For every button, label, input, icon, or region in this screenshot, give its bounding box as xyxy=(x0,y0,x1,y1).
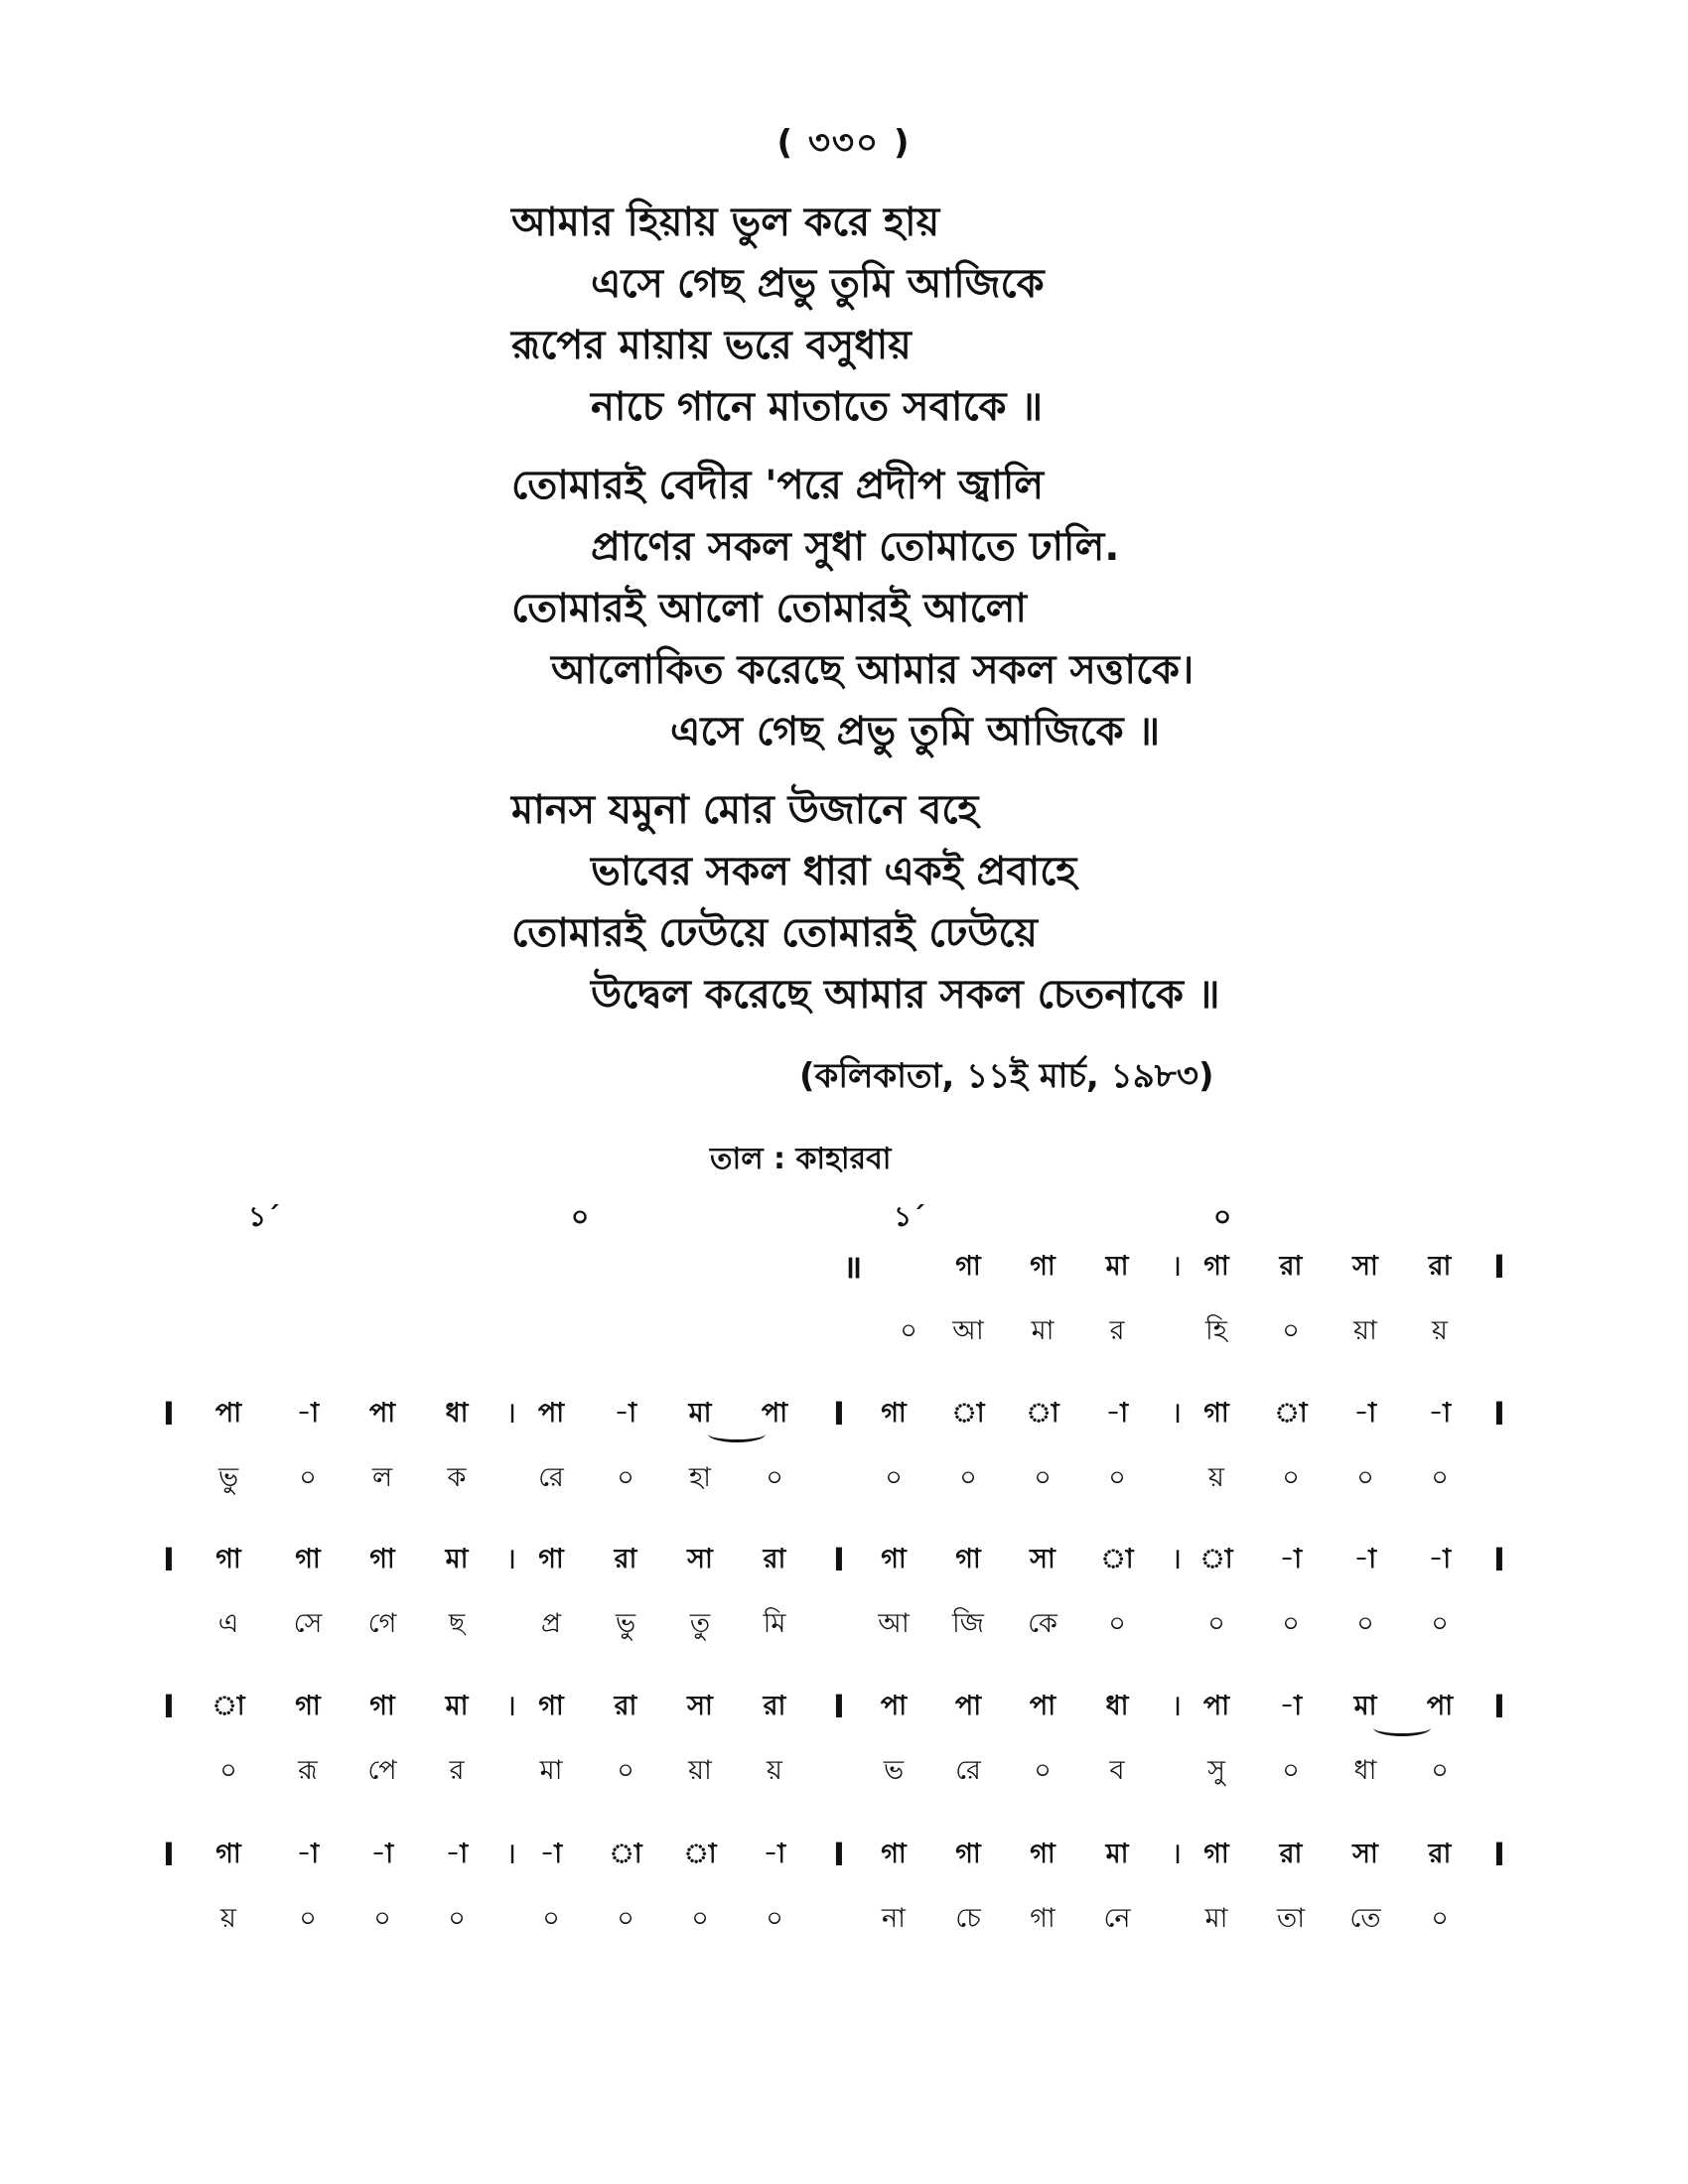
lyric-cell: রূ xyxy=(298,1755,318,1786)
poem-line: তোমারই ঢেউয়ে তোমারই ঢেউয়ে xyxy=(511,910,1038,956)
note-cell: পা xyxy=(368,1398,396,1429)
section-bar: I xyxy=(1493,1688,1505,1725)
note-cell: -া xyxy=(1353,1398,1377,1429)
note-cell: গা xyxy=(881,1544,907,1574)
lyric-cell: ভু xyxy=(217,1462,239,1493)
note-cell: -া xyxy=(1105,1398,1129,1429)
lyric-cell: ভু xyxy=(615,1608,636,1639)
note-cell: মা xyxy=(1353,1691,1377,1721)
poem-line: এসে গেছ প্রভু তুমি আজিকে xyxy=(591,261,1045,307)
tala-label: তাল : কাহারবা xyxy=(710,1142,892,1176)
poem-line: উদ্বেল করেছে আমার সকল চেতনাকে ॥ xyxy=(591,972,1220,1018)
poem-line: এসে গেছ প্রভু তুমি আজিকে ॥ xyxy=(670,709,1161,754)
lyric-cell: য়া xyxy=(688,1755,712,1786)
note-cell: গা xyxy=(955,1544,981,1574)
note-cell: -া xyxy=(539,1839,563,1869)
beat-bar: । xyxy=(1171,1837,1183,1871)
section-bar: I xyxy=(163,1541,175,1578)
note-cell: -া xyxy=(763,1839,786,1869)
lyric-cell: জি xyxy=(952,1608,984,1639)
lyric-cell: ০ xyxy=(766,1903,783,1934)
poem-line: মানস যমুনা মোর উজানে বহে xyxy=(511,787,979,833)
lyric-cell: র xyxy=(1109,1315,1125,1346)
lyric-cell: আ xyxy=(878,1608,910,1639)
lyric-cell: ০ xyxy=(617,1755,634,1786)
section-bar: I xyxy=(163,1836,175,1873)
note-cell: গা xyxy=(215,1544,241,1574)
lyric-cell: ০ xyxy=(1282,1755,1300,1786)
note-cell: গা xyxy=(881,1398,907,1429)
beat-bar: । xyxy=(505,1396,517,1431)
note-cell: -া xyxy=(296,1398,320,1429)
poem-line: রূপের মায়ায় ভরে বসুধায় xyxy=(511,323,912,368)
lyric-cell: মা xyxy=(539,1755,563,1786)
note-cell: রা xyxy=(763,1691,786,1721)
note-cell: ধা xyxy=(1105,1691,1129,1721)
lyric-cell: সু xyxy=(1207,1755,1225,1786)
note-cell: গা xyxy=(955,1251,981,1282)
lyric-cell: রে xyxy=(538,1462,564,1493)
note-cell: পা xyxy=(1202,1691,1230,1721)
lyric-cell: ০ xyxy=(885,1462,903,1493)
lyric-cell: ০ xyxy=(1431,1903,1449,1934)
note-cell: রা xyxy=(763,1544,786,1574)
beat-bar: । xyxy=(1171,1689,1183,1723)
lyric-cell: ০ xyxy=(1207,1608,1225,1639)
note-cell: গা xyxy=(295,1691,321,1721)
lyric-cell: আ xyxy=(952,1315,984,1346)
poem-line: আলোকিত করেছে আমার সকল সত্তাকে। xyxy=(551,647,1195,693)
note-cell: রা xyxy=(1279,1251,1303,1282)
note-cell: গা xyxy=(1203,1398,1229,1429)
note-cell: গা xyxy=(955,1839,981,1869)
note-cell: গা xyxy=(1030,1251,1055,1282)
note-cell: সা xyxy=(687,1544,713,1574)
lyric-cell: হি xyxy=(1205,1315,1227,1346)
lyric-cell: সে xyxy=(293,1608,323,1639)
note-cell: া xyxy=(609,1839,642,1869)
note-cell: া xyxy=(1026,1398,1059,1429)
lyric-cell: ০ xyxy=(299,1462,317,1493)
lyric-cell: ০ xyxy=(299,1903,317,1934)
section-bar: I xyxy=(833,1836,845,1873)
lyric-cell: ০ xyxy=(1282,1608,1300,1639)
lyric-cell: ০ xyxy=(542,1903,560,1934)
lyric-cell: তে xyxy=(1349,1903,1381,1934)
lyric-cell: ল xyxy=(371,1462,393,1493)
section-bar: I xyxy=(1493,1248,1505,1286)
beat-bar: । xyxy=(1171,1249,1183,1284)
lyric-cell: য়া xyxy=(1353,1315,1377,1346)
lyric-cell: র xyxy=(449,1755,465,1786)
note-cell: া xyxy=(951,1398,985,1429)
poem-line: আমার হিয়ায় ভুল করে হায় xyxy=(511,200,940,245)
lyric-cell: ০ xyxy=(1282,1315,1300,1346)
section-bar: I xyxy=(163,1688,175,1725)
note-cell: -া xyxy=(1428,1544,1452,1574)
poem-line: তোমারই আলো তোমারই আলো xyxy=(511,586,1027,631)
note-cell: া xyxy=(683,1839,717,1869)
note-cell: -া xyxy=(370,1839,394,1869)
lyric-cell: ব xyxy=(1109,1755,1125,1786)
lyric-cell: য় xyxy=(220,1903,236,1934)
note-cell: ধা xyxy=(445,1398,469,1429)
beat-marker: ০ xyxy=(1213,1200,1232,1233)
lyric-cell: চে xyxy=(955,1903,981,1934)
section-bar: I xyxy=(1493,1836,1505,1873)
note-cell: -া xyxy=(1353,1544,1377,1574)
poem-line: প্রাণের সকল সুধা তোমাতে ঢালি. xyxy=(591,524,1120,570)
note-cell: পা xyxy=(954,1691,982,1721)
beat-marker: ০ xyxy=(571,1200,590,1233)
note-cell: গা xyxy=(1203,1839,1229,1869)
lyric-cell: ০ xyxy=(900,1315,917,1346)
dateline: (কলিকাতা, ১১ই মার্চ, ১৯৮৩) xyxy=(799,1056,1214,1096)
section-bar: I xyxy=(833,1688,845,1725)
section-bar: I xyxy=(1493,1395,1505,1433)
lyric-cell: মি xyxy=(763,1608,786,1639)
note-cell: পা xyxy=(761,1398,788,1429)
note-cell: -া xyxy=(1279,1691,1303,1721)
lyric-cell: ০ xyxy=(1108,1608,1126,1639)
lyric-cell: ০ xyxy=(1282,1462,1300,1493)
lyric-cell: কে xyxy=(1028,1608,1057,1639)
beat-marker: ১´ xyxy=(248,1200,281,1233)
note-cell: রা xyxy=(614,1691,637,1721)
note-cell: গা xyxy=(215,1839,241,1869)
beat-bar: । xyxy=(1171,1542,1183,1576)
section-bar: I xyxy=(163,1395,175,1433)
note-cell: সা xyxy=(1030,1544,1055,1574)
note-cell: মা xyxy=(1105,1839,1129,1869)
note-cell: রা xyxy=(1279,1839,1303,1869)
lyric-cell: প্র xyxy=(540,1608,562,1639)
poem-line: নাচে গানে মাতাতে সবাকে ॥ xyxy=(591,384,1044,430)
note-cell: মা xyxy=(445,1544,469,1574)
note-cell: পা xyxy=(1426,1691,1454,1721)
slur-mark xyxy=(708,1426,766,1442)
note-cell: গা xyxy=(1030,1839,1055,1869)
lyric-cell: ধা xyxy=(1353,1755,1377,1786)
lyric-cell: রে xyxy=(955,1755,981,1786)
note-cell: া xyxy=(1100,1544,1134,1574)
lyric-cell: ০ xyxy=(1431,1608,1449,1639)
note-cell: -া xyxy=(1428,1398,1452,1429)
lyric-cell: য় xyxy=(767,1755,782,1786)
beat-bar: । xyxy=(505,1689,517,1723)
lyric-cell: য় xyxy=(1432,1315,1448,1346)
section-bar: I xyxy=(1493,1541,1505,1578)
lyric-cell: না xyxy=(882,1903,906,1934)
lyric-cell: গা xyxy=(1030,1903,1055,1934)
page-number: ( ৩৩০ ) xyxy=(776,123,912,163)
note-cell: -া xyxy=(614,1398,637,1429)
poem-line: তোমারই বেদীর 'পরে প্রদীপ জ্বালি xyxy=(511,463,1045,508)
lyric-cell: ০ xyxy=(617,1903,634,1934)
lyric-cell: তা xyxy=(1276,1903,1306,1934)
lyric-cell: ০ xyxy=(617,1462,634,1493)
note-cell: রা xyxy=(614,1544,637,1574)
lyric-cell: ০ xyxy=(219,1755,237,1786)
lyric-cell: ০ xyxy=(691,1903,709,1934)
note-cell: -া xyxy=(296,1839,320,1869)
note-cell: মা xyxy=(1105,1251,1129,1282)
lyric-cell: ০ xyxy=(959,1462,977,1493)
note-cell: গা xyxy=(1203,1251,1229,1282)
lyric-cell: নে xyxy=(1103,1903,1131,1934)
section-bar: I xyxy=(833,1395,845,1433)
lyric-cell: ভ xyxy=(883,1755,905,1786)
note-cell: পা xyxy=(537,1398,565,1429)
note-cell: গা xyxy=(538,1544,564,1574)
note-cell: সা xyxy=(1352,1839,1378,1869)
note-cell: -া xyxy=(1279,1544,1303,1574)
lyric-cell: ছ xyxy=(448,1608,466,1639)
lyric-cell: ক xyxy=(447,1462,467,1493)
lyric-cell: এ xyxy=(217,1608,239,1639)
note-cell: া xyxy=(1199,1544,1233,1574)
lyric-cell: মা xyxy=(1031,1315,1055,1346)
note-cell: পা xyxy=(214,1398,242,1429)
lyric-cell: য় xyxy=(1208,1462,1224,1493)
lyric-cell: ০ xyxy=(1108,1462,1126,1493)
note-cell: গা xyxy=(538,1691,564,1721)
lyric-cell: পে xyxy=(367,1755,397,1786)
lyric-cell: তু xyxy=(689,1608,711,1639)
note-cell: গা xyxy=(295,1544,321,1574)
note-cell: পা xyxy=(880,1691,908,1721)
note-cell: মা xyxy=(445,1691,469,1721)
note-cell: -া xyxy=(445,1839,469,1869)
lyric-cell: ০ xyxy=(448,1903,466,1934)
note-cell: গা xyxy=(881,1839,907,1869)
note-cell: সা xyxy=(1352,1251,1378,1282)
note-cell: মা xyxy=(688,1398,712,1429)
section-bar: I xyxy=(833,1541,845,1578)
lyric-cell: ০ xyxy=(1356,1608,1374,1639)
lyric-cell: ০ xyxy=(1034,1462,1052,1493)
lyric-cell: ০ xyxy=(766,1462,783,1493)
lyric-cell: মা xyxy=(1204,1903,1228,1934)
beat-marker: ১´ xyxy=(894,1200,926,1233)
lyric-cell: ০ xyxy=(1431,1755,1449,1786)
note-cell: পা xyxy=(1029,1691,1056,1721)
beat-bar: । xyxy=(505,1837,517,1871)
note-cell: রা xyxy=(1428,1251,1452,1282)
note-cell: সা xyxy=(687,1691,713,1721)
double-bar: ॥ xyxy=(843,1248,863,1286)
lyric-cell: ০ xyxy=(1431,1462,1449,1493)
beat-bar: । xyxy=(505,1542,517,1576)
lyric-cell: ০ xyxy=(1356,1462,1374,1493)
note-cell: রা xyxy=(1428,1839,1452,1869)
poem-line: ভাবের সকল ধারা একই প্রবাহে xyxy=(591,849,1077,894)
note-cell: া xyxy=(211,1691,245,1721)
slur-mark xyxy=(1373,1719,1431,1736)
lyric-cell: ০ xyxy=(1034,1755,1052,1786)
beat-bar: । xyxy=(1171,1396,1183,1431)
note-cell: া xyxy=(1274,1398,1308,1429)
note-cell: গা xyxy=(369,1691,395,1721)
lyric-cell: ০ xyxy=(373,1903,391,1934)
lyric-cell: গে xyxy=(367,1608,397,1639)
lyric-cell: হা xyxy=(688,1462,711,1493)
note-cell: গা xyxy=(369,1544,395,1574)
